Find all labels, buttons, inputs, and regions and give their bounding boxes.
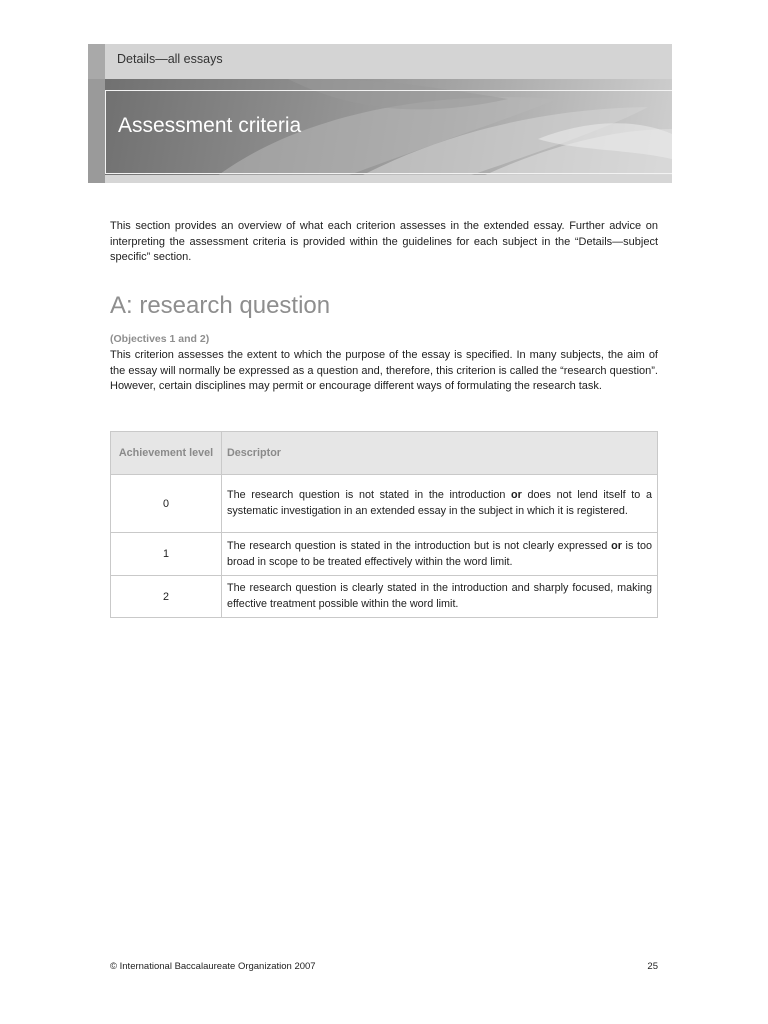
banner-bottom-strip bbox=[105, 175, 672, 183]
banner-left-strip bbox=[88, 79, 105, 183]
column-header-descriptor: Descriptor bbox=[222, 432, 658, 475]
descriptor-text: The research question is stated in the introduction but is not clearly expressed bbox=[227, 539, 612, 552]
descriptor-text: The research question is not stated in the introduction bbox=[227, 489, 512, 501]
criteria-table bbox=[110, 431, 658, 618]
header-bar bbox=[88, 44, 672, 79]
descriptor-emphasis: or bbox=[611, 539, 622, 552]
intro-paragraph: This section provides an overview of what each criterion assesses in the extended essay. Further advice on interpreting the assessment criteria is provided within the guidelines for each subject in the “Details—subject specific” section. bbox=[110, 220, 658, 263]
level-cell: 2 bbox=[111, 576, 222, 618]
table-row bbox=[111, 475, 658, 533]
level-cell: 0 bbox=[111, 475, 222, 533]
footer-copyright: © International Baccalaureate Organization 2007 bbox=[110, 961, 316, 972]
page-number: 25 bbox=[647, 961, 658, 972]
table-row bbox=[111, 533, 658, 576]
descriptor-cell bbox=[222, 475, 658, 533]
descriptor-text: The research question is clearly stated in the introduction and sharply focused, making effective treatment possible within the word limit. bbox=[227, 582, 652, 610]
descriptor-cell bbox=[222, 576, 658, 618]
descriptor-text: is too broad in scope to be treated effectively within the word limit. bbox=[227, 539, 653, 568]
page-title: Assessment criteria bbox=[118, 114, 302, 137]
breadcrumb: Details—all essays bbox=[117, 52, 223, 66]
descriptor-cell bbox=[222, 533, 658, 576]
descriptor-text: does not lend itself to a systematic investigation in an extended essay in the subject in which it is registered. bbox=[227, 489, 652, 517]
table-header-row bbox=[111, 432, 658, 475]
criterion-description: This criterion assesses the extent to which the purpose of the essay is specified. In many subjects, the aim of the essay will normally be expressed as a question and, therefore, this criterion is called the “research question”. However, certain disciplines may permit or encourage different ways of formulating the research task. bbox=[110, 349, 658, 392]
column-header-level: Achievement level bbox=[111, 432, 222, 475]
objectives-label: (Objectives 1 and 2) bbox=[110, 333, 210, 345]
descriptor-emphasis: or bbox=[511, 489, 522, 501]
section-heading: A: research question bbox=[110, 292, 331, 319]
level-cell: 1 bbox=[111, 533, 222, 576]
table-row bbox=[111, 576, 658, 618]
header-accent bbox=[88, 44, 105, 79]
title-banner bbox=[88, 79, 672, 183]
